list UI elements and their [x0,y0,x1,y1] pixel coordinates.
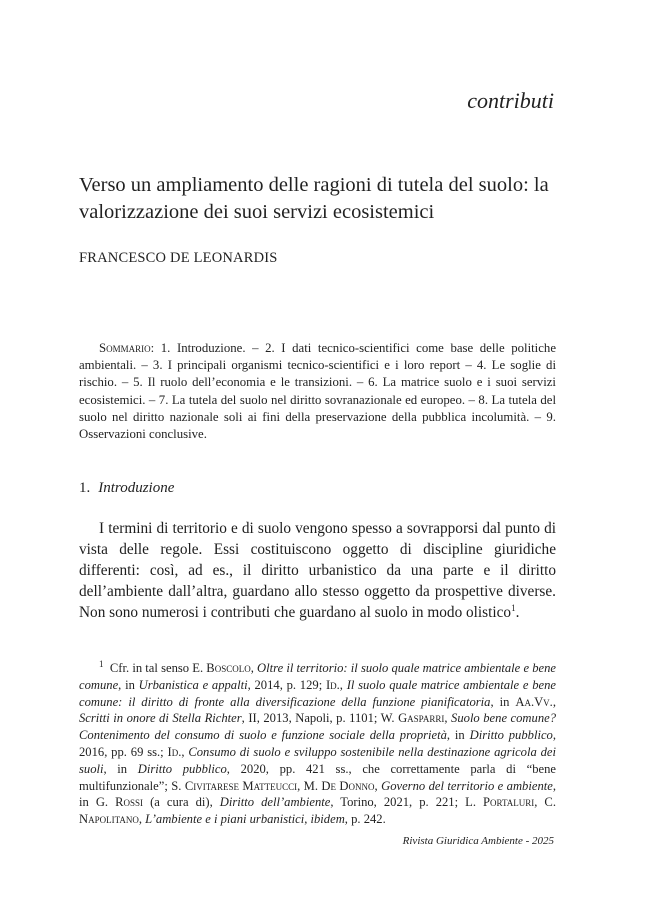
footnote-segment: , p. 242. [344,812,386,827]
footnote-segment: Portaluri [483,795,535,810]
footnote-segment: Diritto dell’ambiente [219,795,331,810]
footnote-segment: Gasparri [398,711,445,726]
body-paragraph: I termini di territorio e di suolo vengono spesso a sovrapporsi dal punto di vista delle regole. Essi costituiscono oggetto di discipline giuridiche differenti: così, ad es., il diritto urbanistico da una parte e il diritto dell’ambiente dall’altra, guardano allo stesso oggetto da prospettive diverse. Non sono numerosi i contributi che guardano al suolo in modo olistico$^1$. [79,520,556,621]
footnote-segment: , C. [534,795,556,810]
footnote-segment: , II, 2013, Napoli, p. 1101; W. [241,711,399,726]
paragraph-text: I termini di territorio e di suolo vengono spesso a sovrapporsi dal punto di vista delle regole. Essi costituiscono oggetto di discipline giuridiche differenti: così, ad es., il diritto urbanistico da una parte e il diritto dell’ambiente dall’altra, guardano allo stesso oggetto da prospettive diverse. Non sono numerosi i contributi che guardano al suolo in modo olistico [79,520,556,621]
footnote-segment: Governo del territorio e ambiente [381,778,553,793]
footnote-segment: Il suolo quale matrice ambientale e bene comune: il diritto di fronte alla diversificazione della funzione pianificatoria [79,677,556,709]
footnote-segment: Aa.Vv. [515,694,553,709]
footnote-segment: , 2014, p. 129; [247,677,326,692]
footnote-segment: , [374,778,382,793]
footnote-segment: , [444,711,452,726]
footnote-segment: ibidem [310,812,345,827]
footnote-segment: , [552,694,556,709]
article-author: FRANCESCO DE LEONARDIS [79,250,278,266]
section-title: Introduzione [98,480,175,496]
footnote-segment: De Donno [321,778,375,793]
footnote-segment: , [250,661,258,675]
section-number: 1. [79,480,91,496]
footnote-segment: , [138,812,146,827]
footnote-segment: , M. [297,778,322,793]
footnote-reference: 1 [511,602,516,613]
footnote-segment: Urbanistica e appalti [138,677,248,692]
summary [79,340,556,443]
footnote-segment: Napolitano [79,812,139,827]
footnote-segment: Suolo bene comune? Contenimento del consumo di suolo e funzione sociale della proprietà [79,711,557,743]
footnote-segment: , [181,744,189,759]
article-title: Verso un ampliamento delle ragioni di tutela del suolo: la valorizzazione dei suoi servizi ecosistemici [79,174,549,223]
footnote [79,660,556,828]
footnote-segment: (a cura di), [143,795,220,810]
summary-label: Sommario [99,341,151,355]
footnote-segment: L’ambiente e i piani urbanistici [145,812,305,827]
footnote-segment: Id. [167,744,182,759]
summary-text: : 1. Introduzione. – 2. I dati tecnico-scientifici come base delle politiche ambientali. – 3. I principali organismi tecnico-scientifici e i loro report – 4. Le soglie di rischio. – 5. Il ruolo dell’economia e le transizioni. – 6. La matrice suolo e i suoi servizi ecosistemici. – 7. La tutela del suolo nel diritto sovranazionale ed europeo. – 8. La tutela del suolo nel diritto nazionale soli ai fini della preservazione della pubblica incolumità. – 9. Osservazioni conclusive. [79,341,556,442]
footnote-segment: Diritto pubblico [469,728,553,743]
footnote-segment: , [304,812,311,827]
footnote-segment: , in [103,761,138,776]
footnote-segment: , in [490,694,516,709]
footnote-segment: Cfr. in tal senso E. [109,661,207,675]
footnote-segment: , Torino, 2021, p. 221; L. [330,795,483,810]
footnote-segment: , in G. [79,778,556,810]
section-heading [79,480,174,497]
journal-footer: Rivista Giuridica Ambiente - 2025 [402,835,554,847]
footnote-marker: 1 [99,658,104,669]
footnote-segment: Civitarese Matteucci [184,778,298,793]
footnote-segment: , 2016, pp. 69 ss.; [79,728,556,759]
footnote-segment: Consumo di suolo e sviluppo sostenibile nella destinazione agricola dei suoli [79,744,556,776]
footnote-segment: Oltre il territorio: il suolo quale matrice ambientale e bene comune [79,661,557,692]
footnote-body [79,658,557,827]
footnote-segment: Boscolo [206,661,251,675]
footnote-segment: , in [446,728,470,743]
footnote-segment: Rossi [115,795,144,810]
section-label: contributi [467,88,554,113]
footnote-segment: , 2020, pp. 421 ss., che correttamente parla di “bene multifunzionale”; S. [79,761,556,793]
footnote-segment: Diritto pubblico [137,761,227,776]
footnote-segment: Scritti in onore di Stella Richter [79,711,242,726]
footnote-segment: Id. [325,677,340,692]
footnote-segment: , [339,677,347,692]
footnote-segment: , in [118,677,139,692]
